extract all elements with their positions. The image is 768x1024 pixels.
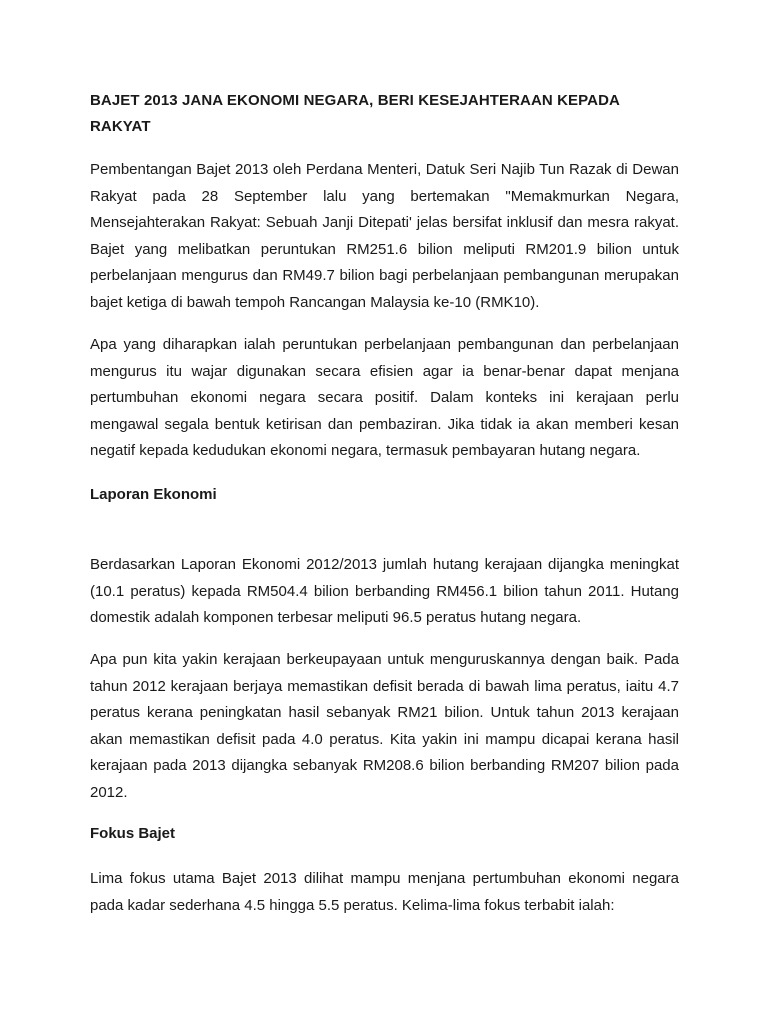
heading-laporan-ekonomi: Laporan Ekonomi bbox=[90, 486, 217, 503]
paragraph-debt: Berdasarkan Laporan Ekonomi 2012/2013 jumlah hutang kerajaan dijangka meningkat (10.1 peratus) kepada RM504.4 bilion berbanding RM456.1 bilion tahun 2011. Hutang domestik adalah komponen terbesar meliputi 96.5 peratus hutang negara. bbox=[90, 556, 679, 626]
paragraph-expectation: Apa yang diharapkan ialah peruntukan perbelanjaan pembangunan dan perbelanjaan mengurus itu wajar digunakan secara efisien agar ia benar-benar dapat menjana pertumbuhan ekonomi negara secara positif. Dalam konteks ini kerajaan perlu mengawal segala bentuk ketirisan dan pembaziran. Jika tidak ia akan memberi kesan negatif kepada kedudukan ekonomi negara, termasuk pembayaran hutang negara. bbox=[90, 336, 679, 459]
paragraph-intro: Pembentangan Bajet 2013 oleh Perdana Menteri, Datuk Seri Najib Tun Razak di Dewan Rakyat pada 28 September lalu yang bertemakan "Memakmurkan Negara, Mensejahterakan Rakyat: Sebuah Janji Ditepati' jelas bersifat inklusif dan mesra rakyat. Bajet yang melibatkan peruntukan RM251.6 bilion meliputi RM201.9 bilion untuk perbelanjaan mengurus dan RM49.7 bilion bagi perbelanjaan pembangunan merupakan bajet ketiga di bawah tempoh Rancangan Malaysia ke-10 (RMK10). bbox=[90, 161, 679, 311]
paragraph-deficit: Apa pun kita yakin kerajaan berkeupayaan untuk menguruskannya dengan baik. Pada tahun 2012 kerajaan berjaya memastikan defisit berada di bawah lima peratus, iaitu 4.7 peratus kerana peningkatan hasil sebanyak RM21 bilion. Untuk tahun 2013 kerajaan akan memastikan defisit pada 4.0 peratus. Kita yakin ini mampu dicapai kerana hasil kerajaan pada 2013 dijangka sebanyak RM208.6 bilion berbanding RM207 bilion pada 2012. bbox=[90, 651, 679, 801]
article-title: BAJET 2013 JANA EKONOMI NEGARA, BERI KESEJAHTERAAN KEPADA RAKYAT bbox=[90, 92, 620, 135]
paragraph-focus: Lima fokus utama Bajet 2013 dilihat mampu menjana pertumbuhan ekonomi negara pada kadar sederhana 4.5 hingga 5.5 peratus. Kelima-lima fokus terbabit ialah: bbox=[90, 870, 679, 914]
heading-fokus-bajet: Fokus Bajet bbox=[90, 825, 176, 842]
